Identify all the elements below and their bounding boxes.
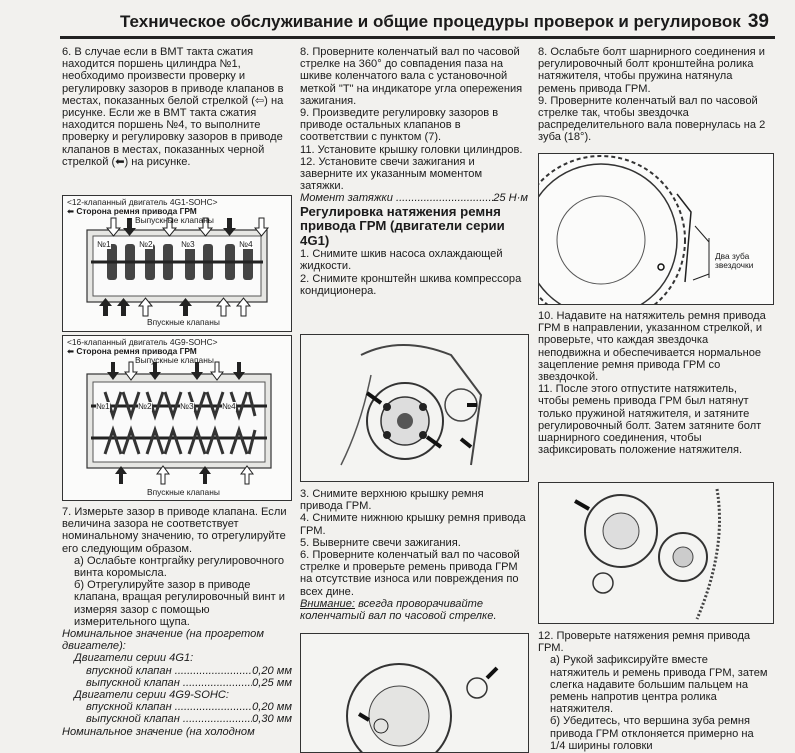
belt-step-5: 5. Выверните свечи зажигания.	[300, 536, 461, 549]
tensioner-photo	[538, 482, 774, 624]
diagram-4g9-cyl-4: №4	[222, 401, 236, 411]
page-title: Техническое обслуживание и общие процедуры проверок и регулировок	[120, 12, 741, 31]
spec-4g1-intake: впускной клапан ..... 0,20 мм	[62, 665, 292, 677]
page-number: 39	[747, 11, 769, 32]
column-1-lower	[62, 506, 292, 738]
step-7b: б) Отрегулируйте зазор в приводе клапана, вращая регулировочный винт и измеряя зазор с помощью измерительного щупа.	[74, 579, 286, 628]
step-7a: а) Ослабьте контргайку регулировочного винта коромысла.	[74, 554, 284, 580]
step-12b: б) Убедитесь, что вершина зуба ремня привода ГРМ отклоняется примерно на 1/4 ширины головки	[550, 715, 754, 752]
column-1	[62, 46, 292, 168]
diagram-4g1-title: <12-клапанный двигатель 4G1-SOHC>	[67, 197, 218, 207]
belt-step-2: 2. Снимите кронштейн шкива компрессора кондиционера.	[300, 272, 522, 297]
spec-4g9-intake: впускной клапан ..... 0,20 мм	[62, 701, 292, 713]
diagram-4g1-cyl-1: №1	[97, 239, 111, 249]
step-10-right: 10. Надавите на натяжитель ремня привода ГРМ в направлении, указанном стрелкой, и проверьте, что каждая звездочка неподвижна и обеспечивается нормальное зацепление ремня привода ГРМ со звездочкой.	[538, 310, 766, 384]
diagram-4g9-cyl-3: №3	[180, 401, 194, 411]
nominal-cold: Номинальное значение (на холодном	[62, 725, 255, 738]
torque-spec: Момент затяжки ..... 25 Н·м	[300, 192, 528, 204]
column-2	[300, 46, 528, 297]
sprocket-illustration	[539, 154, 773, 304]
column-3-lower	[538, 630, 770, 752]
diagram-4g9-intake-label: Впускные клапаны	[147, 487, 220, 497]
step-12: 12. Установите свечи зажигания и заверните их указанным моментом затяжки.	[300, 155, 483, 193]
step-8: 8. Проверните коленчатый вал по часовой стрелке на 360° до совпадения паза на шкиве коленчатого вала с установочной меткой "Т" на индикаторе угла опережения зажигания.	[300, 46, 523, 107]
diagram-4g1-cyl-3: №3	[181, 239, 195, 249]
engine-4g9-label: Двигатели серии 4G9-SOHC:	[74, 689, 229, 702]
tensioner-illustration	[539, 483, 773, 623]
step-11-right: 11. После этого отпустите натяжитель, чтобы ремень привода ГРМ был натянут только пружиной натяжителя, и затяните регулировочный болт. Затем затяните болт шарнирного соединения, чтобы зафиксировать положение натяжителя.	[538, 383, 762, 457]
step-9: 9. Произведите регулировку зазоров в приводе остальных клапанов в соответствии с пунктом (7).	[300, 107, 499, 144]
diagram-4g9-exhaust-label: Выпускные клапаны	[135, 355, 214, 365]
diagram-4g9-belt-side: ⬅ Сторона ремня привода ГРМ	[67, 346, 197, 356]
nominal-hot: Номинальное значение (на прогретом двигателе):	[62, 628, 264, 653]
step-12-right: 12. Проверьте натяжения ремня привода ГРМ.	[538, 630, 751, 655]
column-3-mid	[538, 310, 770, 456]
step-9-right: 9. Проверните коленчатый вал по часовой стрелке так, чтобы звездочка распределительного вала повернулась на 2 зуба (18°).	[538, 94, 766, 144]
belt-step-3: 3. Снимите верхнюю крышку ремня привода ГРМ.	[300, 488, 484, 513]
spec-4g9-exhaust: выпускной клапан ..... 0,30 мм	[62, 713, 292, 725]
step-11: 11. Установите крышку головки цилиндров.	[300, 143, 523, 156]
timing-belt-photo	[300, 633, 529, 753]
column-3	[538, 46, 770, 144]
belt-step-4: 4. Снимите нижнюю крышку ремня привода ГРМ.	[300, 512, 526, 537]
belt-step-1: 1. Снимите шкив насоса охлаждающей жидкости.	[300, 248, 503, 273]
diagram-4g1-valves	[62, 195, 292, 332]
engine-front-illustration	[301, 335, 528, 481]
page-header	[60, 8, 775, 39]
two-teeth-label: Два зуба звездочки	[715, 251, 754, 270]
section-heading: Регулировка натяжения ремня привода ГРМ (двигатели серии 4G1)	[300, 203, 505, 248]
diagram-4g1-cyl-2: №2	[139, 239, 153, 249]
diagram-4g1-belt-side: ⬅ Сторона ремня привода ГРМ	[67, 206, 197, 216]
spec-4g1-exhaust: выпускной клапан ..... 0,25 мм	[62, 677, 292, 689]
column-2-mid	[300, 488, 528, 622]
diagram-4g9-cyl-1: №1	[96, 401, 110, 411]
diagram-4g9-title: <16-клапанный двигатель 4G9-SOHC>	[67, 337, 218, 347]
sprocket-diagram	[538, 153, 774, 305]
engine-front-photo	[300, 334, 529, 482]
step-12a: а) Рукой зафиксируйте вместе натяжитель и ремень привода ГРМ, затем слегка надавите большим пальцем на ремень напротив центра ролика натяжителя.	[550, 654, 768, 716]
engine-4g1-label: Двигатели серии 4G1:	[74, 652, 194, 665]
step-7: 7. Измерьте зазор в приводе клапана. Если величина зазора не соответствует номинальному значению, то отрегулируйте его следующим образом.	[62, 506, 287, 555]
step-8-right: 8. Ослабьте болт шарнирного соединения и регулировочный болт кронштейна ролика натяжителя, чтобы пружина натянула ремень привода ГРМ.	[538, 46, 765, 95]
diagram-4g1-exhaust-label: Выпускные клапаны	[135, 215, 214, 225]
warning-note: Внимание: всегда проворачивайте коленчатый вал по часовой стрелке.	[300, 597, 497, 623]
diagram-4g9-valves	[62, 335, 292, 501]
belt-step-6: 6. Проверните коленчатый вал по часовой стрелке и проверьте ремень привода ГРМ на отсутствие износа или повреждения по всех дине.	[300, 549, 520, 598]
timing-belt-illustration	[301, 634, 528, 752]
diagram-4g1-intake-label: Впускные клапаны	[147, 317, 220, 327]
diagram-4g9-cyl-2: №2	[138, 401, 152, 411]
step-6: 6. В случае если в ВМТ такта сжатия находится поршень цилиндра №1, необходимо произвести проверку и регулировку зазоров в приводе клапанов в местах, показанных белой стрелкой (⇦) на рисунке. Если же в ВМТ такта сжатия находится поршень №4, то выполните проверку и регулировку зазоров в приводе клапанов в местах, показанных черной стрелкой (⬅) на рисунке.	[62, 46, 284, 168]
diagram-4g1-cyl-4: №4	[239, 239, 253, 249]
